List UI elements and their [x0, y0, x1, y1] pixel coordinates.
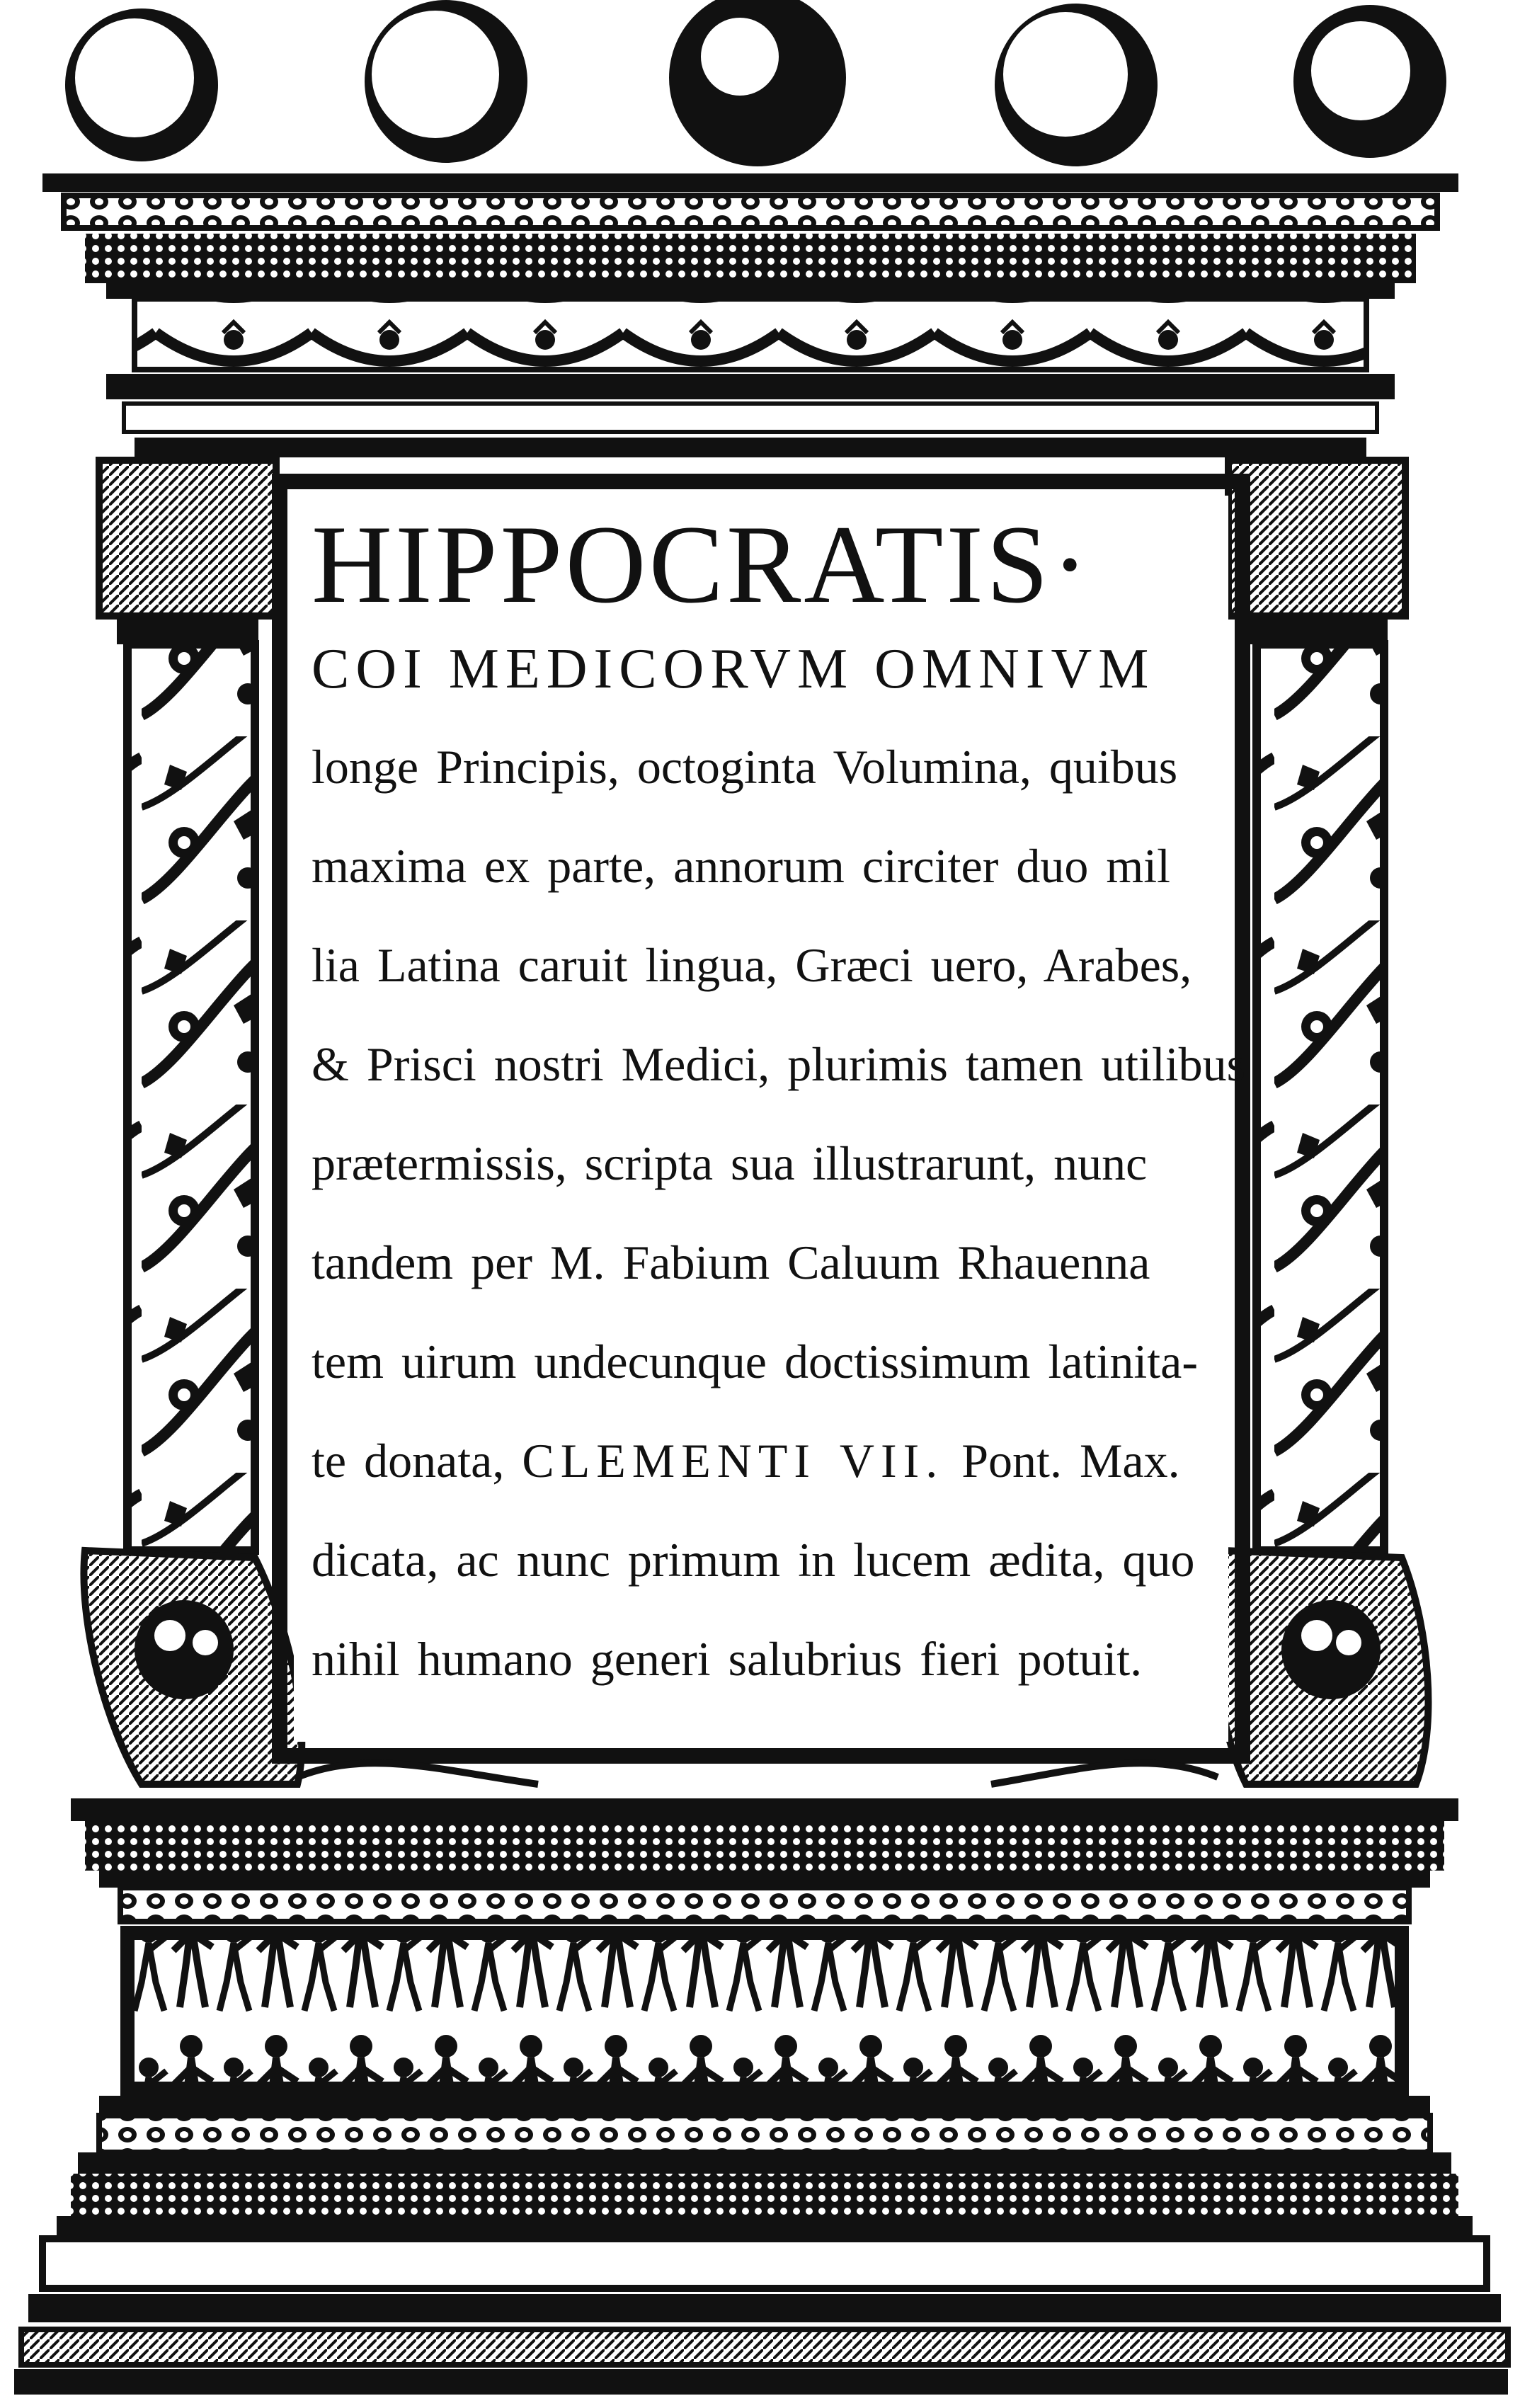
- text-line: prætermissis, scripta sua illustrarunt, nunc: [312, 1136, 1148, 1190]
- book-subtitle: COI MEDICORVM OMNIVM: [312, 638, 1155, 700]
- pope-title: Pont. Max.: [961, 1434, 1180, 1488]
- pope-name: CLEMENTI VII.: [522, 1434, 944, 1488]
- book-title: HIPPOCRATIS·: [312, 503, 1092, 627]
- dedication-prefix: te donata,: [312, 1434, 505, 1488]
- text-line: & Prisci nostri Medici, plurimis tamen utilibus: [312, 1037, 1246, 1091]
- text-line: longe Principis, octoginta Volumina, quibus: [312, 740, 1178, 794]
- text-line: maxima ex parte, annorum circiter duo mil: [312, 839, 1171, 893]
- dedication-line: [312, 1411, 1214, 1510]
- left-column: [84, 460, 302, 1784]
- text-line: tem uirum undecunque doctissimum latinita-: [312, 1335, 1198, 1388]
- pedestal: [14, 1798, 1508, 2395]
- text-line: dicata, ac nunc primum in lucem ædita, quo: [312, 1533, 1195, 1587]
- text-panel: [294, 496, 1246, 1742]
- left-tendril: [297, 1763, 538, 1784]
- text-line: nihil humano generi salubrius fieri potuit.: [312, 1632, 1143, 1686]
- cornice: [42, 173, 1458, 457]
- text-line: lia Latina caruit lingua, Græci uero, Arabes,: [312, 938, 1192, 992]
- globe-ornaments: [65, 0, 1446, 166]
- text-line: tandem per M. Fabium Caluum Rhauenna: [312, 1236, 1150, 1289]
- right-tendril: [991, 1763, 1218, 1784]
